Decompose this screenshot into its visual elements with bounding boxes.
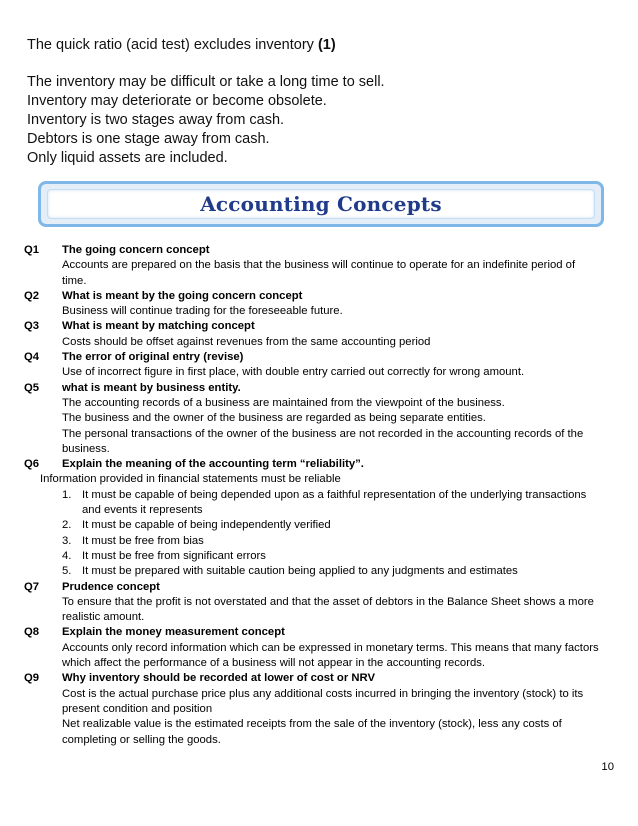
question-text: Why inventory should be recorded at lower of cost or NRV	[62, 672, 376, 685]
question-number: Q8	[24, 626, 40, 639]
list-text: and events it represents	[82, 504, 203, 517]
answer-line	[24, 442, 619, 457]
page-number: 10	[601, 761, 614, 773]
answer-text: realistic amount.	[62, 611, 145, 624]
question-row	[24, 625, 619, 640]
answer-line	[24, 258, 619, 273]
answer-text: Costs should be offset against revenues from the same accounting period	[62, 335, 431, 348]
question-text: The going concern concept	[62, 244, 210, 256]
question-number: Q7	[24, 580, 40, 593]
question-text: The error of original entry (revise)	[62, 351, 244, 364]
bullet-line: Inventory is two stages away from cash.	[27, 112, 285, 128]
question-text: Prudence concept	[62, 580, 160, 593]
list-item	[24, 564, 619, 579]
answer-text: time.	[62, 274, 87, 287]
reliability-intro: Information provided in financial statements must be reliable	[40, 473, 341, 486]
answer-line	[24, 427, 619, 442]
answer-line	[24, 396, 619, 411]
section-banner	[38, 181, 604, 227]
answer-line	[24, 610, 619, 625]
question-text: Explain the money measurement concept	[62, 626, 285, 639]
question-number: Q6	[24, 458, 40, 471]
bullet-line: The inventory may be difficult or take a long time to sell.	[27, 74, 385, 90]
question-text: Explain the meaning of the accounting term “reliability”.	[62, 458, 364, 471]
question-row	[24, 457, 619, 472]
list-text: It must be capable of being independently verified	[82, 519, 331, 532]
list-item	[24, 488, 619, 503]
bullet-line: Only liquid assets are included.	[27, 150, 228, 166]
question-row	[24, 243, 619, 258]
list-item	[24, 549, 619, 564]
list-number: 5.	[62, 565, 72, 578]
question-row	[24, 319, 619, 334]
list-item-continued	[24, 503, 619, 518]
list-number: 3.	[62, 534, 72, 547]
question-row	[24, 671, 619, 686]
quick-ratio-heading: The quick ratio (acid test) excludes inventory (1)	[27, 37, 336, 53]
answer-text: The personal transactions of the owner of the business are not recorded in the accounting records of the	[62, 427, 584, 440]
answer-text: present condition and position	[62, 702, 213, 715]
answer-line	[24, 702, 619, 717]
answer-text: Cost is the actual purchase price plus any additional costs incurred in bringing the inventory (stock) to its	[62, 687, 584, 700]
section-title: Accounting Concepts	[200, 192, 442, 216]
list-item	[24, 518, 619, 533]
answer-text: which affect the performance of a business will not appear in the accounting records.	[62, 657, 486, 670]
answer-line	[24, 595, 619, 610]
question-row	[24, 580, 619, 595]
intro-block	[27, 36, 627, 168]
answer-text: To ensure that the profit is not overstated and that the asset of debtors in the Balance Sheet shows a more	[62, 595, 594, 608]
list-item	[24, 534, 619, 549]
question-row	[24, 350, 619, 365]
qa-list	[24, 243, 619, 748]
answer-text: Business will continue trading for the foreseeable future.	[62, 305, 343, 318]
question-number: Q1	[24, 244, 40, 256]
answer-text: The business and the owner of the business are regarded as being separate entities.	[62, 412, 486, 425]
list-text: It must be capable of being depended upon as a faithful representation of the underlying transactions	[82, 488, 587, 501]
answer-line	[24, 641, 619, 656]
answer-line	[24, 365, 619, 380]
answer-line	[24, 335, 619, 350]
question-number: Q3	[24, 320, 40, 333]
answer-text: Use of incorrect figure in first place, with double entry carried out correctly for wrong amount.	[62, 366, 525, 379]
answer-text: Net realizable value is the estimated receipts from the sale of the inventory (stock), less any costs of	[62, 718, 562, 731]
answer-line	[24, 656, 619, 671]
question-text: What is meant by matching concept	[62, 320, 255, 333]
question-row	[24, 289, 619, 304]
question-text: what is meant by business entity.	[62, 381, 241, 394]
question-number: Q2	[24, 289, 40, 302]
answer-line	[24, 687, 619, 702]
answer-line	[24, 304, 619, 319]
question-number: Q4	[24, 351, 40, 364]
question-text: What is meant by the going concern concept	[62, 289, 303, 302]
question-row	[24, 381, 619, 396]
answer-text: Accounts are prepared on the basis that the business will continue to operate for an indefinite period of	[62, 259, 576, 272]
list-text: It must be free from bias	[82, 534, 204, 547]
answer-text: business.	[62, 442, 110, 455]
section-banner-inner	[47, 189, 595, 219]
list-number: 4.	[62, 549, 72, 562]
answer-line	[24, 733, 619, 748]
list-text: It must be free from significant errors	[82, 549, 266, 562]
answer-line	[24, 274, 619, 289]
bullet-line: Debtors is one stage away from cash.	[27, 131, 270, 147]
answer-text: completing or selling the goods.	[62, 733, 221, 746]
list-number: 1.	[62, 488, 72, 501]
answer-line	[24, 717, 619, 732]
answer-line	[24, 411, 619, 426]
question-number: Q9	[24, 672, 40, 685]
question-number: Q5	[24, 381, 40, 394]
list-text: It must be prepared with suitable caution being applied to any judgments and estimates	[82, 565, 518, 578]
bullet-line: Inventory may deteriorate or become obsolete.	[27, 93, 327, 109]
answer-text: The accounting records of a business are maintained from the viewpoint of the business.	[62, 396, 505, 409]
answer-text: Accounts only record information which can be expressed in monetary terms. This means that many factors	[62, 641, 599, 654]
list-number: 2.	[62, 519, 72, 532]
